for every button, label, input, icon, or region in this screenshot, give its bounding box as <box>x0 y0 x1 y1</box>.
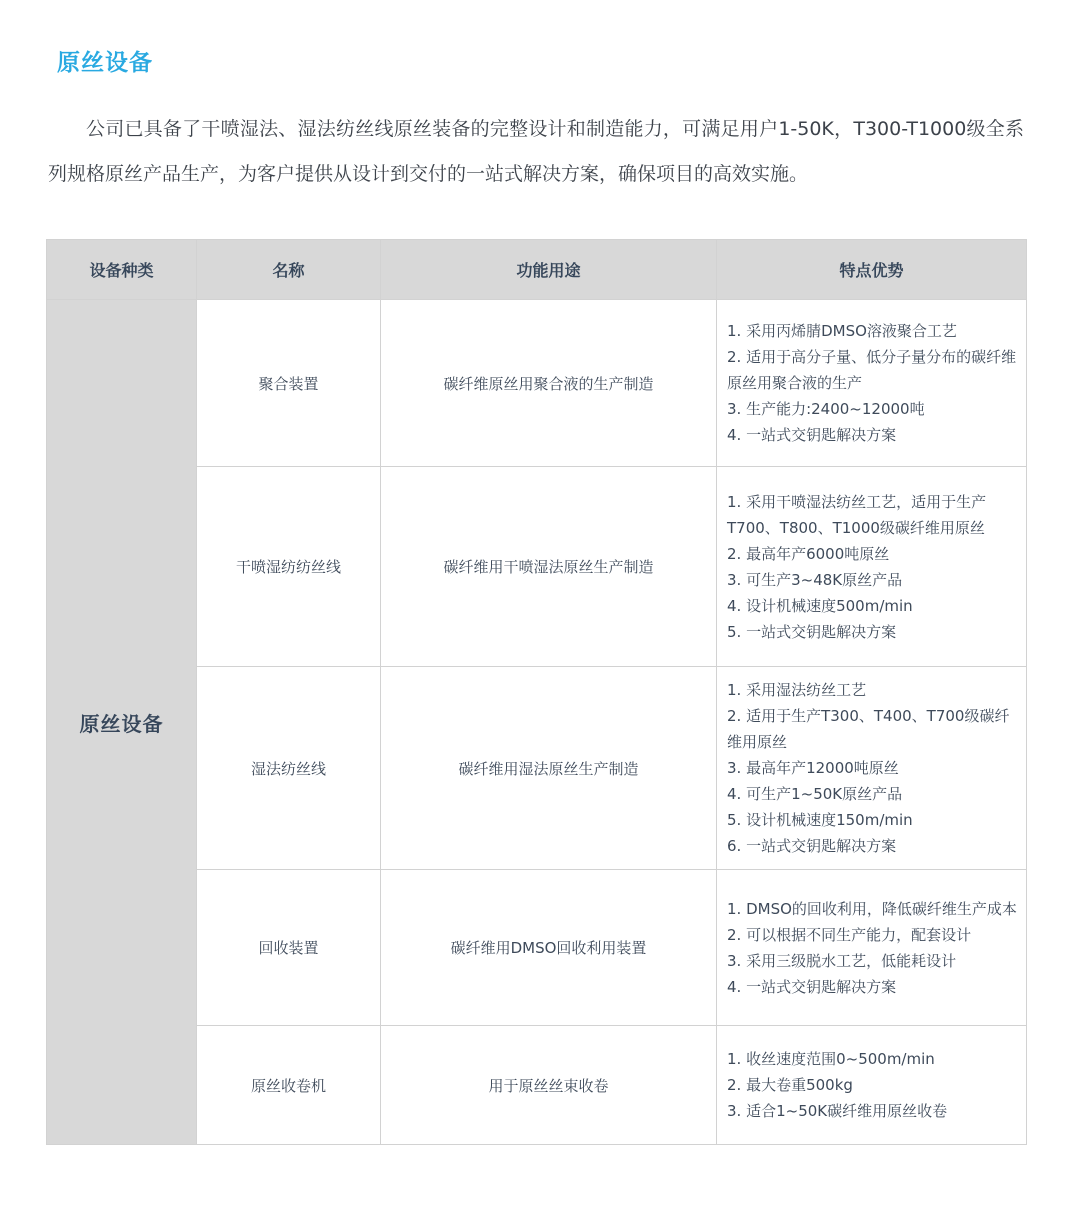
features-cell <box>717 300 1027 467</box>
features-cell <box>717 1026 1027 1145</box>
name-cell: 回收装置 <box>197 870 381 1026</box>
feature-item: 1. 采用湿法纺丝工艺 <box>727 681 867 699</box>
feature-item: 4. 一站式交钥匙解决方案 <box>727 977 897 996</box>
equipment-table <box>46 239 1027 1145</box>
feature-item: 1. 采用丙烯腈DMSO溶液聚合工艺 <box>727 322 957 340</box>
feature-item: 3. 采用三级脱水工艺，低能耗设计 <box>727 951 957 970</box>
name-cell: 原丝收卷机 <box>197 1026 381 1145</box>
function-cell: 碳纤维用DMSO回收利用装置 <box>381 870 717 1026</box>
name-cell: 湿法纺丝线 <box>197 667 381 870</box>
intro-paragraph: 公司已具备了干喷湿法、湿法纺丝线原丝装备的完整设计和制造能力，可满足用户1-50K，T300-T1000级全系列规格原丝产品生产，为客户提供从设计到交付的一站式解决方案，确保项目的高效实施。 <box>48 118 1024 185</box>
name-cell: 干喷湿纺纺丝线 <box>197 467 381 667</box>
page-title: 原丝设备 <box>57 50 153 76</box>
feature-item: 4. 一站式交钥匙解决方案 <box>727 426 897 444</box>
table-row-polymerization <box>47 300 1027 467</box>
feature-item: 3. 生产能力:2400~12000吨 <box>727 400 925 418</box>
name-cell: 聚合装置 <box>197 300 381 467</box>
header-name: 名称 <box>197 240 381 300</box>
header-features: 特点优势 <box>717 240 1027 300</box>
feature-item: 1. 收丝速度范围0~500m/min <box>727 1050 935 1068</box>
feature-item: 4. 可生产1~50K原丝产品 <box>727 785 903 803</box>
feature-item: 2. 适用于生产T300、T400、T700级碳纤维用原丝 <box>727 707 1010 751</box>
function-cell: 碳纤维用湿法原丝生产制造 <box>381 667 717 870</box>
feature-item: 3. 适合1~50K碳纤维用原丝收卷 <box>727 1102 948 1120</box>
features-cell <box>717 667 1027 870</box>
features-cell <box>717 870 1027 1026</box>
function-cell: 碳纤维用干喷湿法原丝生产制造 <box>381 467 717 667</box>
feature-item: 1. 采用干喷湿法纺丝工艺，适用于生产T700、T800、T1000级碳纤维用原丝 <box>727 492 987 537</box>
features-cell <box>717 467 1027 667</box>
feature-item: 2. 适用于高分子量、低分子量分布的碳纤维原丝用聚合液的生产 <box>727 348 1017 392</box>
function-cell: 碳纤维原丝用聚合液的生产制造 <box>381 300 717 467</box>
feature-item: 3. 最高年产12000吨原丝 <box>727 759 899 777</box>
feature-item: 4. 设计机械速度500m/min <box>727 596 913 615</box>
feature-item: 5. 设计机械速度150m/min <box>727 811 913 829</box>
feature-item: 6. 一站式交钥匙解决方案 <box>727 837 897 855</box>
header-equipment-type: 设备种类 <box>47 240 197 300</box>
header-function: 功能用途 <box>381 240 717 300</box>
feature-item: 2. 最大卷重500kg <box>727 1076 853 1094</box>
table-header-row <box>47 240 1027 300</box>
feature-item: 3. 可生产3~48K原丝产品 <box>727 570 903 589</box>
feature-item: 5. 一站式交钥匙解决方案 <box>727 622 897 641</box>
category-cell: 原丝设备 <box>47 300 197 1145</box>
function-cell: 用于原丝丝束收卷 <box>381 1026 717 1145</box>
feature-item: 2. 可以根据不同生产能力，配套设计 <box>727 925 972 944</box>
feature-item: 1. DMSO的回收利用，降低碳纤维生产成本 <box>727 899 1017 918</box>
feature-item: 2. 最高年产6000吨原丝 <box>727 544 890 563</box>
